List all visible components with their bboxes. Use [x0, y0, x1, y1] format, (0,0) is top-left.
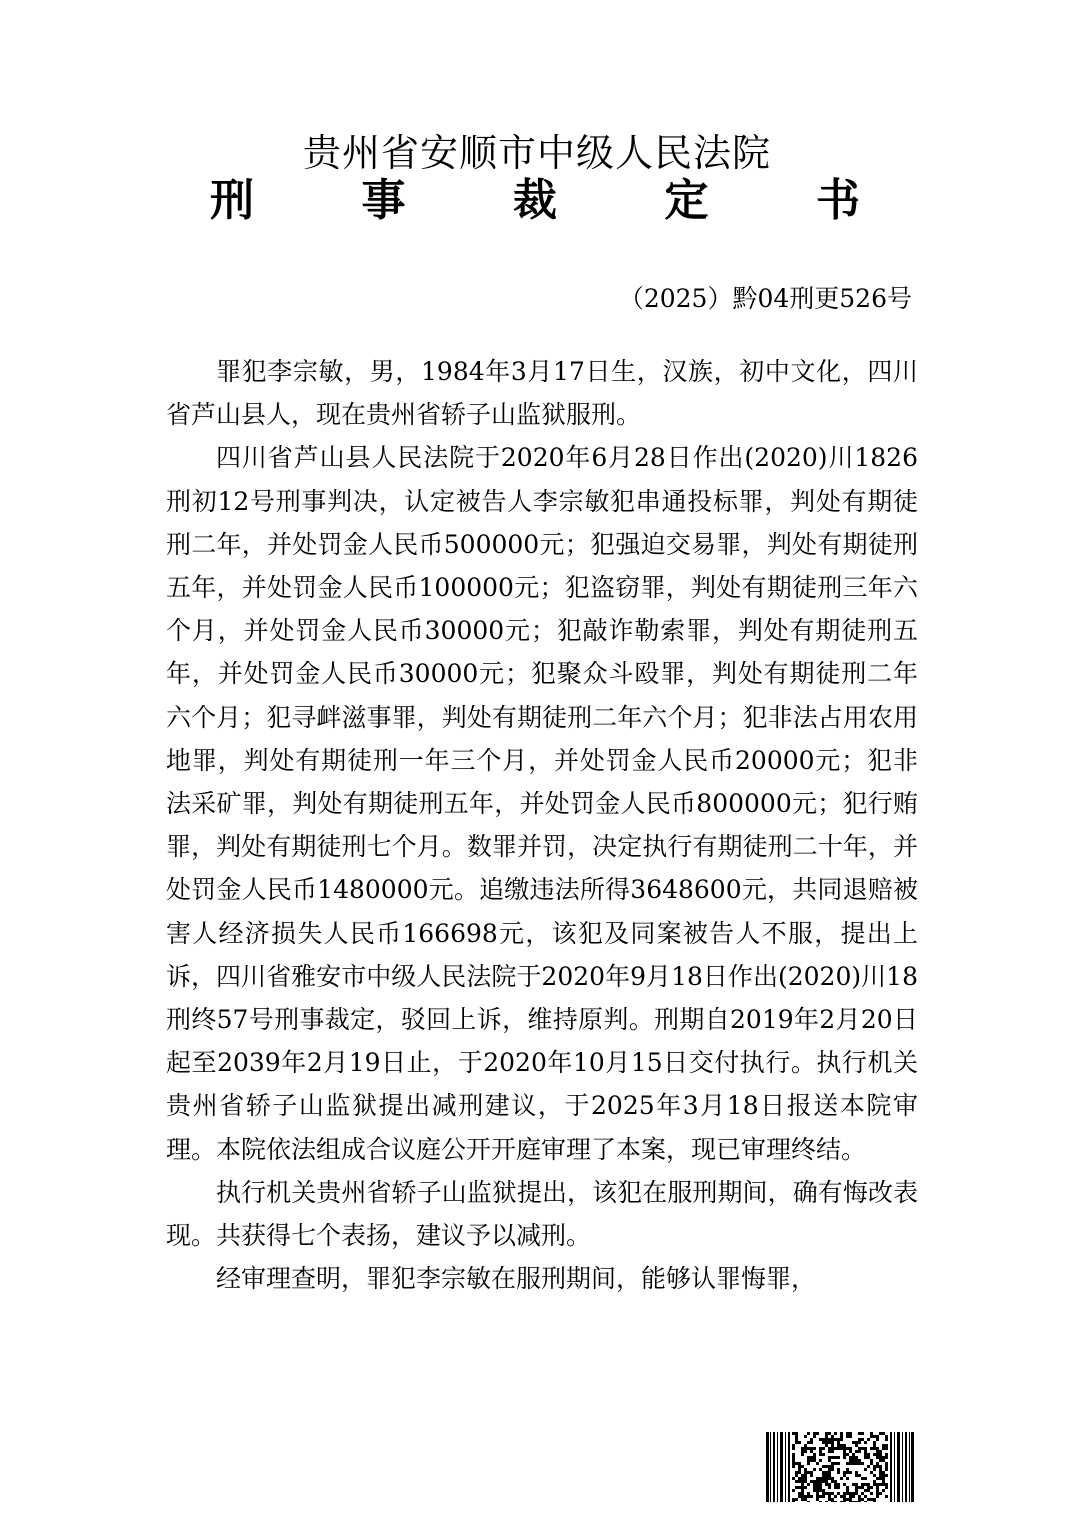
- doc-type-char: 事: [361, 175, 406, 226]
- doc-type-char: 裁: [513, 175, 557, 226]
- court-name: 贵州省安顺市中级人民法院: [302, 131, 771, 175]
- barcode-icon: [766, 1432, 914, 1502]
- document-type-title: [210, 176, 860, 226]
- paragraph-prison-proposal: 执行机关贵州省轿子山监狱提出，该犯在服刑期间，确有悔改表现。共获得七个表扬，建议予以减刑。: [166, 1177, 918, 1251]
- paragraph-defendant-info: 罪犯李宗敏，男，1984年3月17日生，汉族，初中文化，四川省芦山县人，现在贵州省轿子山监狱服刑。: [166, 357, 918, 430]
- case-number: （2025）黔04刑更526号: [618, 284, 912, 313]
- document-body: [166, 350, 918, 1300]
- doc-type-char: 刑: [210, 175, 254, 226]
- paragraph-findings: 经审理查明，罪犯李宗敏在服刑期间，能够认罪悔罪，: [216, 1264, 817, 1294]
- paragraph-original-judgment: 四川省芦山县人民法院于2020年6月28日作出(2020)川1826刑初12号刑事判决，认定被告人李宗敏犯串通投标罪，判处有期徒刑二年，并处罚金人民币500000元；犯强迫交易罪，判处有期徒刑五年，并处罚金人民币100000元；犯盗窃罪，判处有期徒刑三年六个月，并处罚金人民币30000元；犯敲诈勒索罪，判处有期徒刑五年，并处罚金人民币30000元；犯聚众斗殴罪，判处有期徒刑二年六个月；犯寻衅滋事罪，判处有期徒刑二年六个月；犯非法占用农用地罪，判处有期徒刑一年三个月，并处罚金人民币20000元；犯非法采矿罪，判处有期徒刑五年，并处罚金人民币800000元；犯行贿罪，判处有期徒刑七个月。数罪并罚，决定执行有期徒刑二十年，并处罚金人民币1480000元。追缴违法所得3648600元，共同退赔被害人经济损失人民币166698元，该犯及同案被告人不服，提出上诉，四川省雅安市中级人民法院于2020年9月18日作出(2020)川18刑终57号刑事裁定，驳回上诉，维持原判。刑期自2019年2月20日起至2039年2月19日止，于2020年10月15日交付执行。执行机关贵州省轿子山监狱提出减刑建议，于2025年3月18日报送本院审理。本院依法组成合议庭公开开庭审理了本案，现已审理终结。: [166, 443, 918, 1164]
- doc-type-char: 书: [816, 175, 860, 226]
- doc-type-char: 定: [664, 175, 709, 226]
